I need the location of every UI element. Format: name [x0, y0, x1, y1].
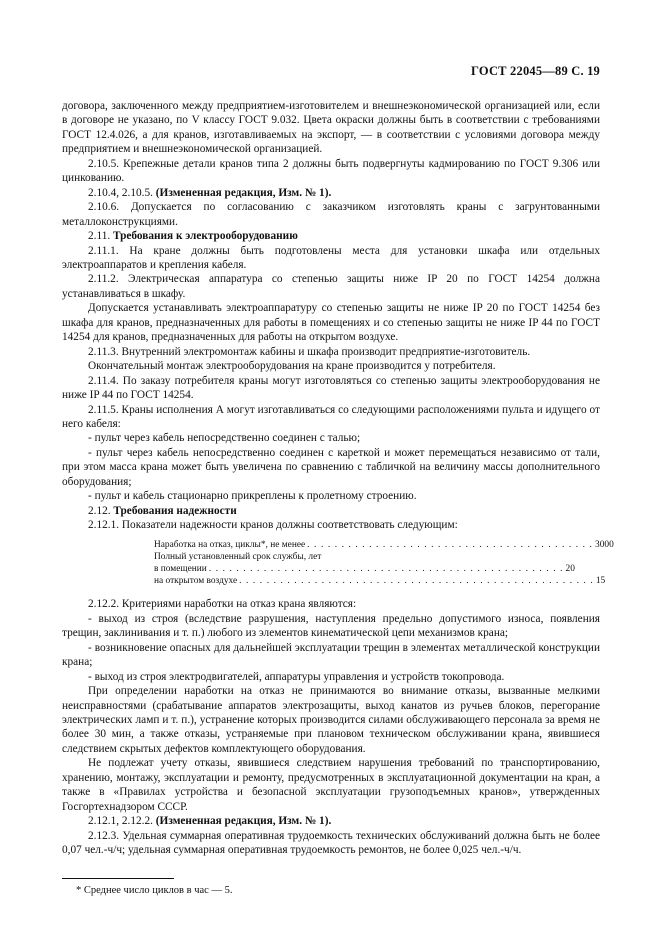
amendment-note: [62, 186, 600, 200]
amendment-label: (Измененная редакция, Изм. № 1).: [155, 186, 332, 199]
amendment-ref: 2.12.1, 2.12.2.: [88, 815, 153, 828]
leader-dots: . . . . . . . . . . . . . . . . . . . . . . . . . . . . . . . . . . . . . . . . . . . . . . . . . . . .: [239, 576, 594, 587]
mtbf-value: 3000: [595, 539, 614, 550]
list-item: - выход из строя (вследствие разрушения, наступления предельно допустимого износа, появления трещин, заклинивания и т. п.) любого из элементов кинематической цепи механизмов крана;: [62, 612, 600, 640]
paragraph: договора, заключенного между предприятием-изготовителем и внешнеэкономической организацией или, если в договоре не указано, по V классу ГОСТ 9.032. Цвета окраски должны быть в соответствии с требованиями ГОСТ 12.4.026, а для кранов, изготавливаемых на экспорт, — в соответствии с условиями договора между предприятием и внешнеэкономической организацией.: [62, 100, 600, 156]
paragraph: 2.10.5. Крепежные детали кранов типа 2 должны быть подвергнуты кадмированию по ГОСТ 9.306 или цинкованию.: [62, 157, 600, 185]
paragraph: Окончательный монтаж электрооборудования на кране производится у потребителя.: [88, 360, 496, 373]
paragraph: 2.11.3. Внутренний электромонтаж кабины и шкафа производит предприятие-изготовитель.: [88, 345, 531, 358]
paragraph: Не подлежат учету отказы, явившиеся следствием нарушения требований по транспортированию, хранению, монтажу, эксплуатации и ремонту, предусмотренных в эксплуатационной документации на кран, а также в «Правилах устройства и безопасной эксплуатации грузоподъемных кранов», утвержденных Госгортехнадзором СССР.: [62, 757, 600, 813]
list-item: - пульт через кабель непосредственно соединен с кареткой и может перемещаться независимо от тали, при этом масса крана может быть увеличена по сравнению с табличкой на величину массы дополнительного оборудования;: [62, 446, 600, 488]
section-title: Требования к электрооборудованию: [113, 230, 298, 243]
indoor-label: в помещении: [154, 564, 207, 574]
list-item: - возникновение опасных для дальнейшей эксплуатации трещин в элементах металлической конструкции крана;: [62, 641, 600, 669]
paragraph: При определении наработки на отказ не принимаются во внимание отказы, вызванные мелкими неисправностями (срабатывание аппаратов электрозащиты, выход канатов из ручьев блоков, перегорание электрических ламп и т. п.), устранение которых производится силами обслуживающего персонала за время не более 30 мин, а также отказы, устраняемые при плановом техническом обслуживании крана, явившиеся следствием скрытых дефектов комплектующего оборудования.: [62, 685, 600, 755]
amendment-label: (Измененная редакция, Изм. № 1).: [155, 815, 332, 828]
paragraph: 2.12.2. Критериями наработки на отказ крана являются:: [88, 598, 357, 611]
amendment-ref: 2.10.4, 2.10.5.: [88, 186, 153, 199]
section-number: 2.12.: [88, 504, 111, 517]
list-item: - выход из строя электродвигателей, аппаратуры управления и устройств токопровода.: [88, 670, 505, 683]
paragraph: Допускается устанавливать электроаппаратуру со степенью защиты не ниже IP 20 по ГОСТ 14254 без шкафа для кранов, предназначенных для работы в помещениях и со степенью защиты не ниже IP 44 по ГОСТ 14254 для кранов, предназначенных для работы на открытом воздухе.: [62, 302, 600, 344]
section-number: 2.11.: [88, 230, 111, 243]
footnote: * Среднее число циклов в час — 5.: [76, 885, 233, 896]
paragraph: 2.11.4. По заказу потребителя краны могут изготовляться со степенью защиты электрооборудования не ниже IP 44 по ГОСТ 14254.: [62, 374, 600, 402]
service-life-row: [154, 551, 498, 563]
outdoor-label: на открытом воздухе: [154, 576, 238, 587]
reliability-indicators: [154, 539, 614, 588]
page-header: ГОСТ 22045—89 С. 19: [471, 64, 600, 78]
paragraph: 2.11.5. Краны исполнения А могут изготавливаться со следующими расположениями пульта и идущего от него кабеля:: [62, 403, 600, 430]
section-title: Требования надежности: [113, 504, 237, 517]
paragraph: 2.10.6. Допускается по согласованию с заказчиком изготовлять краны с загрунтованными металлоконструкциями.: [62, 201, 600, 228]
section-heading: [62, 229, 600, 243]
paragraph: 2.11.1. На кране должны быть подготовлены места для установки шкафа или отдельных электроаппаратов и крепления кабеля.: [62, 244, 600, 271]
section-heading: [62, 504, 600, 518]
mtbf-label: Наработка на отказ, циклы*, не менее: [154, 539, 306, 550]
document-body: [62, 99, 614, 858]
mtbf-row: [154, 539, 614, 551]
paragraph: 2.12.3. Удельная суммарная оперативная трудоемкость технических обслуживаний должна быть не более 0,07 чел.-ч/ч; удельная суммарная оперативная трудоемкость ремонтов, не более 0,025 чел.-ч/ч.: [62, 829, 600, 857]
service-life-label: Полный установленный срок службы, лет: [154, 551, 322, 562]
leader-dots: . . . . . . . . . . . . . . . . . . . . . . . . . . . . . . . . . . . . . . . . . . . . . . . . . . . .: [208, 564, 564, 574]
leader-dots: . . . . . . . . . . . . . . . . . . . . . . . . . . . . . . . . . . . . . . . . . .: [307, 539, 594, 550]
amendment-note: [62, 814, 600, 828]
indoor-value: 20: [565, 564, 575, 574]
list-item: - пульт через кабель непосредственно соединен с талью;: [88, 432, 361, 445]
list-item: - пульт и кабель стационарно прикреплены к пролетному строению.: [88, 490, 417, 503]
outdoor-value: 15: [595, 576, 606, 587]
footnote-divider: [62, 878, 174, 879]
outdoor-row: [154, 575, 606, 587]
paragraph: 2.12.1. Показатели надежности кранов должны соответствовать следующим:: [88, 519, 458, 532]
paragraph: 2.11.2. Электрическая аппаратура со степенью защиты ниже IP 20 по ГОСТ 14254 должна устанавливаться в шкафу.: [62, 273, 600, 300]
indoor-row: [154, 563, 575, 575]
